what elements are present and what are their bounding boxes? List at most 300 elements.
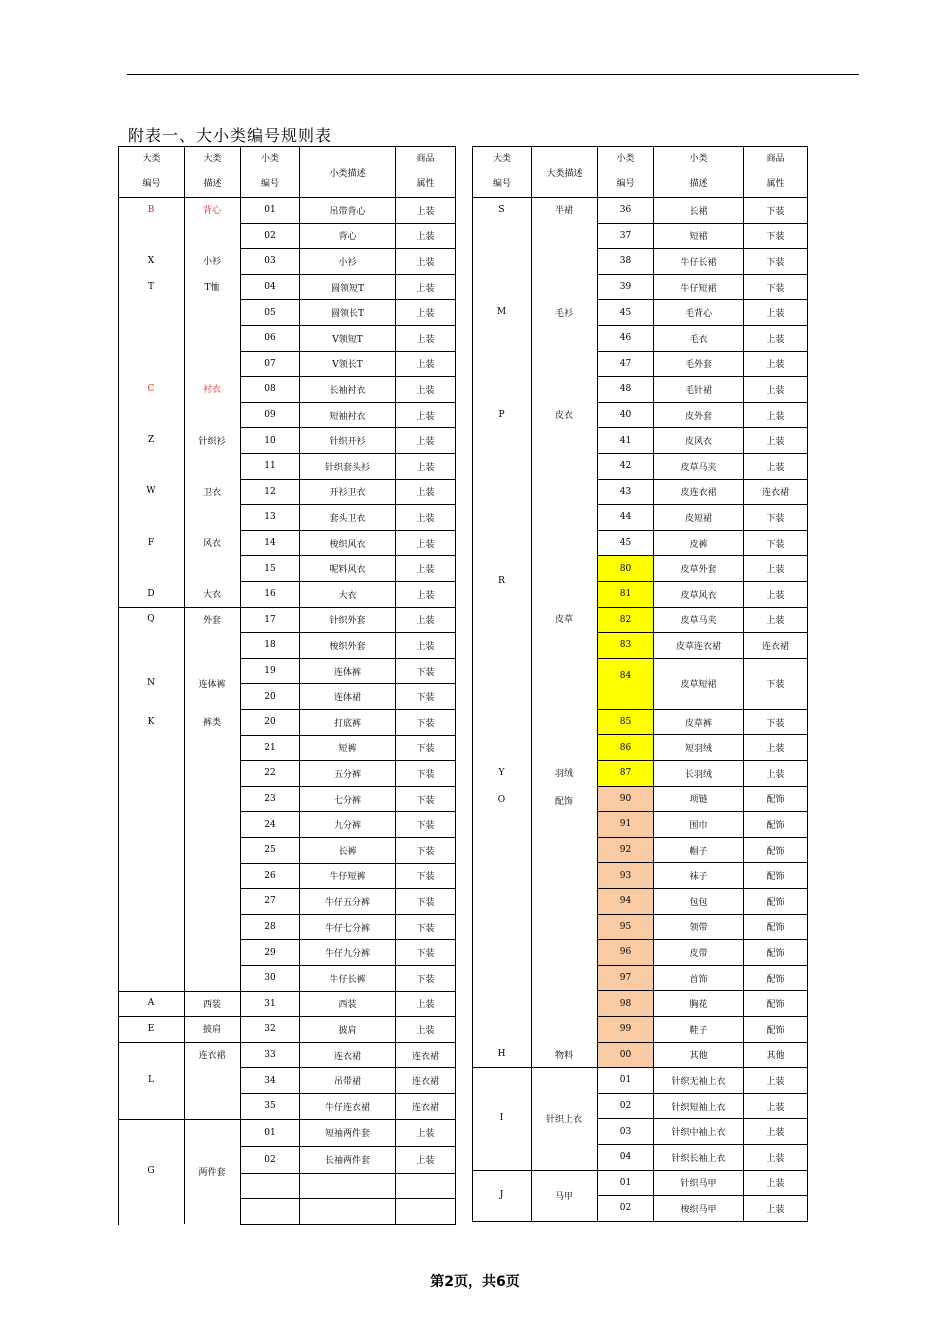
right-header-minor-desc <box>653 146 744 198</box>
minor-desc-cell: 围巾 <box>653 811 744 838</box>
minor-code-cell: 47 <box>597 351 654 378</box>
minor-desc-cell: 首饰 <box>653 965 744 992</box>
minor-code-cell: 16 <box>240 581 300 608</box>
major-code: Z <box>147 435 155 446</box>
attr-cell: 下装 <box>395 760 456 787</box>
minor-desc-cell: 毛针裙 <box>653 376 744 403</box>
attr-cell: 配饰 <box>743 786 808 813</box>
attr-cell: 下装 <box>395 863 456 890</box>
major-code: O <box>497 795 506 806</box>
minor-desc-cell: 短裙 <box>653 223 744 250</box>
header-line: 描述 <box>689 179 708 189</box>
major-desc: 连衣裙 <box>198 1051 226 1062</box>
attr-cell: 上装 <box>395 299 456 326</box>
attr-cell: 上装 <box>395 197 456 224</box>
minor-code-cell: 19 <box>240 658 300 685</box>
attr-cell: 下装 <box>743 504 808 531</box>
minor-code-cell: 98 <box>597 990 654 1017</box>
attr-cell: 下装 <box>743 223 808 250</box>
minor-desc-cell: 披肩 <box>299 1016 396 1043</box>
minor-code-cell: 82 <box>597 607 654 634</box>
minor-code-cell: 27 <box>240 888 300 915</box>
header-line: 小类 <box>689 154 708 164</box>
major-code: T <box>147 281 154 292</box>
minor-desc-cell: 短羽绒 <box>653 734 744 761</box>
major-desc: 衬衣 <box>202 385 221 396</box>
attr-cell: 下装 <box>395 811 456 838</box>
minor-code-cell: 20 <box>240 683 300 710</box>
minor-desc-cell: 梭织马甲 <box>653 1195 744 1222</box>
attr-cell: 下装 <box>395 735 456 762</box>
minor-code-cell: 38 <box>597 248 654 275</box>
header-line: 小类 <box>260 154 279 164</box>
attr-cell: 上装 <box>395 453 456 480</box>
major-code: J <box>499 1190 504 1201</box>
minor-desc-cell: 针织马甲 <box>653 1170 744 1197</box>
minor-code-cell: 02 <box>597 1195 654 1222</box>
minor-code-cell: 37 <box>597 223 654 250</box>
minor-desc-cell: 吊带裙 <box>299 1067 396 1094</box>
major-code: D <box>147 588 155 599</box>
minor-desc-cell: 皮草外套 <box>653 555 744 582</box>
attr-cell: 上装 <box>395 504 456 531</box>
attr-cell: 配饰 <box>743 888 808 915</box>
minor-desc-cell: 开衫卫衣 <box>299 479 396 506</box>
minor-code-cell: 24 <box>240 811 300 838</box>
attr-cell: 上装 <box>395 427 456 454</box>
major-desc: 配饰 <box>554 796 573 807</box>
minor-code-cell: 00 <box>597 1042 654 1069</box>
attr-cell: 上装 <box>743 453 808 480</box>
attr-cell: 下装 <box>743 197 808 224</box>
minor-desc-cell: 牛仔连衣裙 <box>299 1093 396 1120</box>
minor-code-cell: 09 <box>240 402 300 429</box>
attr-cell: 上装 <box>743 325 808 352</box>
attr-cell: 配饰 <box>743 1016 808 1043</box>
minor-desc-cell: 五分裤 <box>299 760 396 787</box>
minor-desc-cell: 皮草马夹 <box>653 607 744 634</box>
attr-cell: 上装 <box>395 325 456 352</box>
minor-code-cell: 15 <box>240 555 300 582</box>
major-desc: 风衣 <box>202 539 221 550</box>
minor-desc-cell: 呢料风衣 <box>299 555 396 582</box>
major-desc: 披肩 <box>202 1025 221 1036</box>
attr-cell: 配饰 <box>743 811 808 838</box>
attr-cell: 上装 <box>395 274 456 301</box>
minor-code-cell: 03 <box>240 248 300 275</box>
minor-code-cell: 95 <box>597 914 654 941</box>
minor-code-cell: 45 <box>597 299 654 326</box>
attr-cell: 下装 <box>395 888 456 915</box>
minor-code-cell: 01 <box>240 1119 300 1147</box>
minor-code-cell: 20 <box>240 709 300 736</box>
minor-code-cell: 30 <box>240 965 300 992</box>
minor-code-cell: 34 <box>240 1067 300 1094</box>
minor-code-cell: 10 <box>240 427 300 454</box>
attr-cell: 连衣裙 <box>395 1093 456 1120</box>
attr-cell: 下装 <box>743 530 808 557</box>
minor-code-cell: 46 <box>597 325 654 352</box>
major-code: G <box>147 1166 155 1177</box>
major-code: A <box>147 998 155 1009</box>
minor-desc-cell: 胸花 <box>653 990 744 1017</box>
minor-desc-cell: 九分裤 <box>299 811 396 838</box>
attr-cell: 配饰 <box>743 914 808 941</box>
minor-desc-cell: 皮风衣 <box>653 427 744 454</box>
minor-desc-cell: 牛仔九分裤 <box>299 939 396 966</box>
header-line: 编号 <box>260 179 279 189</box>
attr-cell: 上装 <box>743 1195 808 1222</box>
minor-code-cell: 25 <box>240 837 300 864</box>
minor-desc-cell: 短袖衬衣 <box>299 402 396 429</box>
minor-code-cell: 86 <box>597 734 654 761</box>
attr-cell: 上装 <box>743 1093 808 1120</box>
attr-cell: 上装 <box>395 991 456 1018</box>
attr-cell: 上装 <box>395 1146 456 1174</box>
attr-cell: 连衣裙 <box>743 479 808 506</box>
minor-desc-cell: 牛仔五分裤 <box>299 888 396 915</box>
minor-desc-cell: 针织开衫 <box>299 427 396 454</box>
attr-cell: 上装 <box>395 530 456 557</box>
minor-desc-cell: 长袖两件套 <box>299 1146 396 1174</box>
major-desc: 皮衣 <box>554 411 573 422</box>
minor-desc-cell: 皮裤 <box>653 530 744 557</box>
minor-code-cell: 21 <box>240 735 300 762</box>
minor-desc-cell: 背心 <box>299 223 396 250</box>
major-code: I <box>499 1113 504 1124</box>
attr-cell: 上装 <box>743 581 808 608</box>
major-desc: 小衫 <box>202 257 221 268</box>
major-code: M <box>496 307 507 318</box>
minor-desc-cell: 小衫 <box>299 248 396 275</box>
minor-code-cell: 36 <box>597 197 654 224</box>
minor-code-cell: 08 <box>240 376 300 403</box>
minor-desc-cell: 毛背心 <box>653 299 744 326</box>
minor-desc-cell: 大衣 <box>299 581 396 608</box>
minor-code-cell: 45 <box>597 530 654 557</box>
attr-cell: 下装 <box>743 709 808 736</box>
minor-desc-cell: 打底裤 <box>299 709 396 736</box>
minor-code-cell: 11 <box>240 453 300 480</box>
attr-cell: 下装 <box>743 248 808 275</box>
major-desc: 两件套 <box>198 1167 226 1178</box>
major-code: B <box>147 204 155 215</box>
minor-desc-cell: 梭织外套 <box>299 632 396 659</box>
major-desc: 羽绒 <box>554 769 573 780</box>
attr-cell: 下装 <box>395 837 456 864</box>
header-line: 编号 <box>616 179 635 189</box>
minor-desc-cell: 牛仔短裙 <box>653 274 744 301</box>
minor-code-cell: 05 <box>240 299 300 326</box>
column-divider <box>531 197 532 1067</box>
minor-code-cell: 93 <box>597 862 654 889</box>
minor-code-cell: 96 <box>597 939 654 966</box>
attr-cell: 下装 <box>395 658 456 685</box>
minor-desc-cell: 针织套头衫 <box>299 453 396 480</box>
minor-code-cell: 17 <box>240 607 300 634</box>
major-desc: 针织衫 <box>198 436 226 447</box>
minor-code-cell: 83 <box>597 632 654 659</box>
right-header-major-desc: 大类描述 <box>531 146 598 198</box>
minor-desc-cell: 牛仔短裤 <box>299 863 396 890</box>
major-code: L <box>148 1075 154 1086</box>
attr-cell: 连衣裙 <box>743 632 808 659</box>
right-header-attr <box>743 146 808 198</box>
header-line: 大类 <box>203 154 222 164</box>
minor-code-cell: 01 <box>597 1170 654 1197</box>
minor-code-cell: 22 <box>240 760 300 787</box>
minor-desc-cell: 袜子 <box>653 862 744 889</box>
minor-code-cell: 18 <box>240 632 300 659</box>
minor-code-cell: 42 <box>597 453 654 480</box>
header-rule <box>127 74 859 75</box>
left-header-attr <box>395 146 456 198</box>
minor-code-cell: 14 <box>240 530 300 557</box>
attr-cell: 下装 <box>395 709 456 736</box>
major-desc: 西装 <box>202 999 221 1010</box>
major-desc: 卫衣 <box>202 487 221 498</box>
minor-code-cell: 39 <box>597 274 654 301</box>
minor-desc-cell: V领长T <box>299 351 396 378</box>
attr-cell: 配饰 <box>743 990 808 1017</box>
right-header-major-code <box>472 146 532 198</box>
minor-code-cell: 06 <box>240 325 300 352</box>
attr-cell: 配饰 <box>743 837 808 864</box>
major-code: P <box>498 409 505 420</box>
minor-desc-cell: 圆领长T <box>299 299 396 326</box>
minor-desc-cell: 长裤 <box>299 837 396 864</box>
major-code: Q <box>147 614 155 625</box>
minor-code-cell: 03 <box>597 1118 654 1145</box>
minor-code-cell: 29 <box>240 939 300 966</box>
minor-code-cell: 02 <box>240 1146 300 1174</box>
minor-desc-cell: 长羽绒 <box>653 760 744 787</box>
attr-cell: 上装 <box>743 760 808 787</box>
minor-desc-cell: 牛仔长裤 <box>299 965 396 992</box>
attr-cell: 上装 <box>395 1016 456 1043</box>
page-footer: 第2页，共6页 <box>430 1274 520 1290</box>
minor-code-cell: 23 <box>240 786 300 813</box>
major-desc: T恤 <box>204 283 220 294</box>
header-line: 编号 <box>142 179 161 189</box>
header-line: 商品 <box>416 154 435 164</box>
minor-desc-cell: 皮带 <box>653 939 744 966</box>
minor-desc-cell: 包包 <box>653 888 744 915</box>
minor-code-cell: 40 <box>597 402 654 429</box>
minor-desc-cell: 针织外套 <box>299 607 396 634</box>
minor-code-cell: 13 <box>240 504 300 531</box>
major-code: Y <box>498 767 505 778</box>
minor-desc-cell: 短裤 <box>299 735 396 762</box>
minor-desc-cell: 西装 <box>299 991 396 1018</box>
attr-cell: 上装 <box>743 1067 808 1094</box>
minor-code-cell: 48 <box>597 376 654 403</box>
minor-desc-cell: 牛仔七分裤 <box>299 914 396 941</box>
attr-cell: 下装 <box>395 683 456 710</box>
minor-desc-cell: 连体裤 <box>299 658 396 685</box>
minor-desc-cell: 连衣裙 <box>299 1042 396 1069</box>
minor-desc-cell: 毛外套 <box>653 351 744 378</box>
minor-desc-cell: 针织中袖上衣 <box>653 1118 744 1145</box>
minor-desc-cell: 其他 <box>653 1042 744 1069</box>
attr-cell: 上装 <box>743 734 808 761</box>
attr-cell: 上装 <box>743 299 808 326</box>
attr-cell: 上装 <box>395 223 456 250</box>
attr-cell: 配饰 <box>743 965 808 992</box>
minor-desc-cell: 皮草裤 <box>653 709 744 736</box>
page-title: 附表一、大小类编号规则表 <box>128 126 333 145</box>
attr-cell: 上装 <box>743 555 808 582</box>
minor-code-cell: 12 <box>240 479 300 506</box>
major-desc: 毛衫 <box>554 308 573 319</box>
minor-desc-cell: 皮草马夹 <box>653 453 744 480</box>
right-header-minor-code <box>597 146 654 198</box>
minor-desc-cell: 圆领短T <box>299 274 396 301</box>
attr-cell: 上装 <box>395 376 456 403</box>
major-desc: 针织上衣 <box>545 1114 582 1125</box>
attr-cell: 上装 <box>395 1119 456 1147</box>
minor-code-cell: 02 <box>597 1093 654 1120</box>
major-desc: 裤类 <box>202 718 221 729</box>
major-code: R <box>498 575 505 586</box>
minor-code-cell <box>240 1198 300 1225</box>
left-header-minor-desc: 小类描述 <box>299 146 396 198</box>
header-line: 商品 <box>766 154 785 164</box>
minor-code-cell: 41 <box>597 427 654 454</box>
attr-cell <box>395 1173 456 1200</box>
major-desc: 半裙 <box>554 206 573 217</box>
major-group-block <box>118 607 241 992</box>
minor-code-cell: 84 <box>597 658 654 710</box>
minor-code-cell: 44 <box>597 504 654 531</box>
major-desc: 背心 <box>202 206 221 217</box>
major-code: X <box>147 255 155 266</box>
minor-desc-cell: 皮连衣裙 <box>653 479 744 506</box>
minor-desc-cell: 皮草连衣裙 <box>653 632 744 659</box>
attr-cell: 配饰 <box>743 862 808 889</box>
minor-code-cell: 43 <box>597 479 654 506</box>
minor-code-cell: 35 <box>240 1093 300 1120</box>
header-line: 属性 <box>416 179 435 189</box>
minor-code-cell: 28 <box>240 914 300 941</box>
left-header-major-code <box>118 146 185 198</box>
minor-code-cell: 97 <box>597 965 654 992</box>
minor-code-cell: 01 <box>597 1067 654 1094</box>
major-desc: 马甲 <box>554 1191 573 1202</box>
attr-cell: 上装 <box>743 402 808 429</box>
attr-cell: 上装 <box>395 479 456 506</box>
header-line: 大类 <box>142 154 161 164</box>
minor-desc-cell: 长裙 <box>653 197 744 224</box>
major-code: F <box>147 537 155 548</box>
attr-cell: 下装 <box>743 274 808 301</box>
minor-desc-cell: 针织短袖上衣 <box>653 1093 744 1120</box>
attr-cell: 配饰 <box>743 939 808 966</box>
minor-desc-cell: 领带 <box>653 914 744 941</box>
minor-desc-cell: 牛仔长裙 <box>653 248 744 275</box>
column-divider <box>184 607 185 991</box>
minor-desc-cell <box>299 1198 396 1225</box>
attr-cell: 上装 <box>743 1170 808 1197</box>
minor-code-cell: 07 <box>240 351 300 378</box>
minor-desc-cell: 针织长袖上衣 <box>653 1144 744 1171</box>
attr-cell: 连衣裙 <box>395 1042 456 1069</box>
minor-desc-cell: 套头卫衣 <box>299 504 396 531</box>
header-line: 大类 <box>492 154 511 164</box>
major-code: N <box>147 678 155 689</box>
attr-cell: 连衣裙 <box>395 1067 456 1094</box>
minor-code-cell: 33 <box>240 1042 300 1069</box>
major-code: H <box>497 1049 506 1060</box>
minor-desc-cell: 皮草风衣 <box>653 581 744 608</box>
attr-cell: 上装 <box>395 632 456 659</box>
attr-cell: 上装 <box>395 555 456 582</box>
attr-cell: 上装 <box>395 607 456 634</box>
minor-code-cell: 90 <box>597 786 654 813</box>
attr-cell: 上装 <box>743 427 808 454</box>
minor-desc-cell: 梭织风衣 <box>299 530 396 557</box>
minor-desc-cell: 皮外套 <box>653 402 744 429</box>
minor-code-cell: 92 <box>597 837 654 864</box>
attr-cell: 下装 <box>395 965 456 992</box>
attr-cell: 上装 <box>743 1118 808 1145</box>
major-group-block <box>472 197 598 1068</box>
major-code: C <box>147 383 155 394</box>
major-desc: 连体裤 <box>198 679 226 690</box>
header-line: 小类 <box>616 154 635 164</box>
minor-code-cell: 31 <box>240 991 300 1018</box>
minor-code-cell: 85 <box>597 709 654 736</box>
minor-desc-cell: 吊带背心 <box>299 197 396 224</box>
major-desc: 外套 <box>202 615 221 626</box>
minor-desc-cell: 长袖衬衣 <box>299 376 396 403</box>
minor-code-cell: 26 <box>240 863 300 890</box>
minor-desc-cell: 短袖两件套 <box>299 1119 396 1147</box>
minor-desc-cell: 七分裤 <box>299 786 396 813</box>
minor-desc-cell: V领短T <box>299 325 396 352</box>
minor-desc-cell: 帽子 <box>653 837 744 864</box>
major-code: E <box>147 1023 155 1034</box>
minor-code-cell: 02 <box>240 223 300 250</box>
minor-code-cell <box>240 1173 300 1200</box>
minor-desc-cell: 鞋子 <box>653 1016 744 1043</box>
minor-desc-cell: 连体裙 <box>299 683 396 710</box>
major-code: S <box>498 204 505 215</box>
attr-cell: 其他 <box>743 1042 808 1069</box>
attr-cell: 下装 <box>395 914 456 941</box>
attr-cell: 上装 <box>743 1144 808 1171</box>
attr-cell: 下装 <box>395 939 456 966</box>
minor-desc-cell: 针织无袖上衣 <box>653 1067 744 1094</box>
minor-code-cell: 01 <box>240 197 300 224</box>
major-code: W <box>146 486 156 497</box>
minor-code-cell: 81 <box>597 581 654 608</box>
header-line: 属性 <box>766 179 785 189</box>
minor-desc-cell: 皮草短裙 <box>653 658 744 710</box>
attr-cell: 上装 <box>395 351 456 378</box>
attr-cell: 下装 <box>395 786 456 813</box>
minor-code-cell: 99 <box>597 1016 654 1043</box>
minor-code-cell: 04 <box>597 1144 654 1171</box>
minor-code-cell: 91 <box>597 811 654 838</box>
attr-cell: 上装 <box>395 581 456 608</box>
minor-desc-cell <box>299 1173 396 1200</box>
major-desc: 物料 <box>554 1050 573 1061</box>
minor-desc-cell: 毛衣 <box>653 325 744 352</box>
major-desc: 皮草 <box>554 614 573 625</box>
minor-code-cell: 80 <box>597 555 654 582</box>
major-code: K <box>147 716 155 727</box>
